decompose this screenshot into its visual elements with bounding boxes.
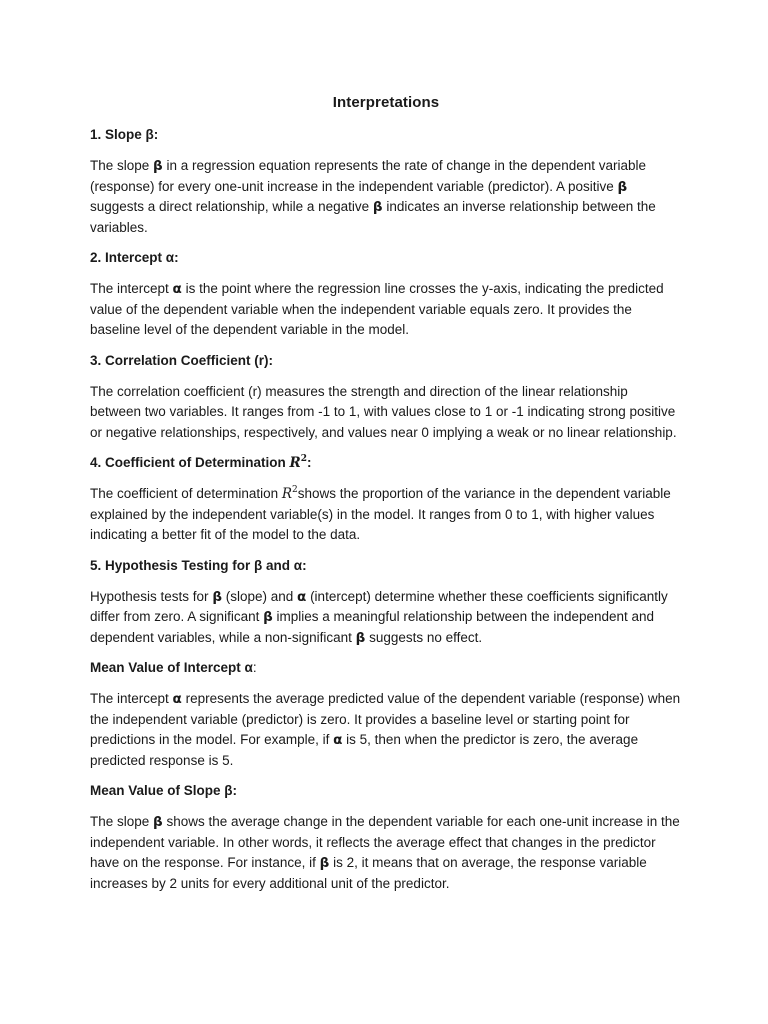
alpha-symbol: α xyxy=(172,281,182,297)
heading-prefix: 4. Coefficient of Determination xyxy=(90,455,290,470)
heading-colon: : xyxy=(252,660,257,675)
beta-symbol: β xyxy=(153,814,163,830)
section-determination xyxy=(90,453,682,546)
heading-suffix: : xyxy=(307,455,312,470)
section-paragraph: The intercept α represents the average predicted value of the dependent variable (response) when the independent variable (predictor) is zero. It provides a baseline level or starting point for predictions in the model. For example, if α is 5, then when the predictor is zero, the average predicted response is 5. xyxy=(90,691,681,768)
section-paragraph: The intercept α is the point where the regression line crosses the y-axis, indicating the predicted value of the dependent variable when the independent variable equals zero. It provides the baseline level of the dependent variable in the model. xyxy=(90,281,664,337)
section-paragraph: The slope β in a regression equation represents the rate of change in the dependent variable (response) for every one-unit increase in the independent variable (predictor). A positive β suggests a direct relationship, while a negative β indicates an inverse relationship between the variables. xyxy=(90,158,656,235)
r-squared-symbol: $R^2$ xyxy=(281,485,298,502)
beta-symbol: β xyxy=(153,158,163,174)
r-squared-symbol: $R^2$ xyxy=(289,454,308,471)
beta-symbol: β xyxy=(263,609,273,625)
heading-text: Mean Value of Intercept α xyxy=(90,660,253,675)
beta-symbol: β xyxy=(212,588,222,605)
section-heading: 1. Slope β: xyxy=(90,127,159,142)
beta-symbol: β xyxy=(617,178,628,195)
paragraph-prefix: The coefficient of determination xyxy=(90,486,282,501)
section-heading: Mean Value of Slope β: xyxy=(90,783,238,798)
section-heading: 2. Intercept α: xyxy=(90,250,179,265)
section-heading xyxy=(90,658,682,678)
alpha-symbol: α xyxy=(172,691,182,707)
document-page xyxy=(90,93,682,904)
section-correlation xyxy=(90,351,682,444)
section-hypothesis-testing xyxy=(90,556,682,649)
section-heading xyxy=(90,453,682,473)
beta-symbol: β xyxy=(372,199,383,215)
section-paragraph: The slope β shows the average change in the dependent variable for each one-unit increase in the independent variable. In other words, it reflects the average effect that changes in the predictor have on the response. For instance, if β is 2, it means that on average, the response variable increases by 2 units for every additional unit of the predictor. xyxy=(90,814,680,891)
document-title: Interpretations xyxy=(332,94,440,111)
section-mean-slope xyxy=(90,781,682,894)
section-heading: 5. Hypothesis Testing for β and α: xyxy=(90,557,307,573)
beta-symbol: β xyxy=(319,855,330,871)
section-paragraph: Hypothesis tests for β (slope) and α (intercept) determine whether these coefficients significantly differ from zero. A significant β implies a meaningful relationship between the independent and dependent variables, while a non-significant β suggests no effect. xyxy=(90,588,668,646)
section-slope xyxy=(90,125,682,238)
alpha-symbol: α xyxy=(333,732,343,748)
section-paragraph: The correlation coefficient (r) measures the strength and direction of the linear relationship between two variables. It ranges from -1 to 1, with values close to 1 or -1 indicating strong positive or negative relationships, respectively, and values near 0 implying a weak or no linear relationship. xyxy=(90,383,677,440)
paragraph-suffix: shows the proportion of the variance in the dependent variable explained by the independent variable(s) in the model. It ranges from 0 to 1, with higher values indicating a better fit of the model to the data. xyxy=(90,486,671,542)
beta-symbol: β xyxy=(355,629,366,646)
section-paragraph xyxy=(90,484,682,546)
section-heading: 3. Correlation Coefficient (r): xyxy=(90,352,274,368)
section-intercept xyxy=(90,248,682,341)
section-mean-intercept xyxy=(90,658,682,771)
alpha-symbol: α xyxy=(297,588,307,605)
